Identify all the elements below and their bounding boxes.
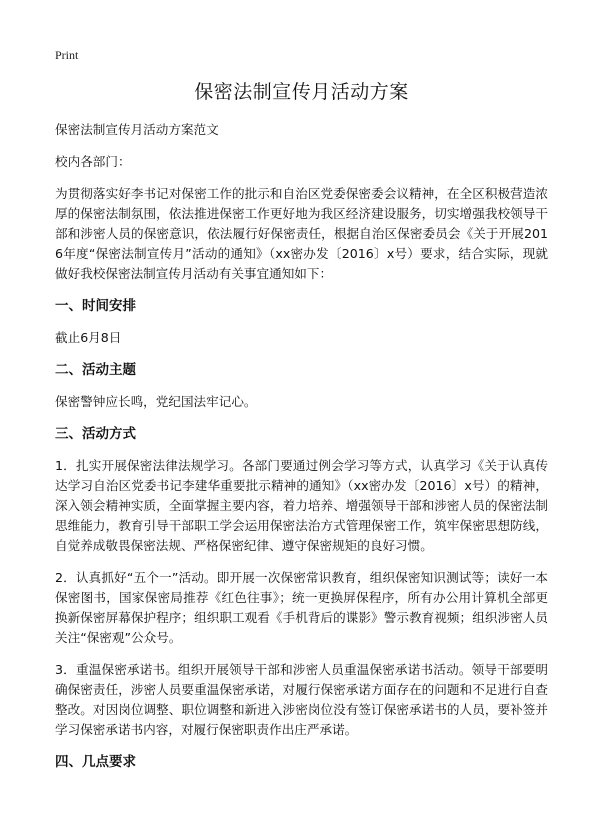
section-heading-methods: 三、活动方式 bbox=[55, 426, 136, 442]
section-text-time: 截止6月8日 bbox=[55, 330, 122, 345]
print-label[interactable]: Print bbox=[55, 48, 79, 62]
intro-paragraph: 为贯彻落实好李书记对保密工作的批示和自治区党委保密委会议精神，在全区积极营造浓厚的保密法制氛围，依法推进保密工作更好地为我区经济建设服务，切实增强我校领导干部和涉密人员的保密意识，依法履行好保密责任，根据自治区保密委员会《关于开展2016年度“保密法制宣传月”活动的通知》（xx密办发〔2016〕x号）要求，结合实际，现就做好我校保密法制宣传月活动有关事宜通知如下： bbox=[55, 186, 548, 281]
section-text-theme: 保密警钟应长鸣，党纪国法牢记心。 bbox=[55, 394, 257, 409]
document-title: 保密法制宣传月活动方案 bbox=[194, 81, 409, 103]
section-heading-time: 一、时间安排 bbox=[55, 298, 136, 314]
method-item-3: 3．重温保密承诺书。组织开展领导干部和涉密人员重温保密承诺书活动。领导干部要明确保密责任，涉密人员要重温保密承诺，对履行保密承诺方面存在的问题和不足进行自查整改。对因岗位调整、职位调整和新进入涉密岗位没有签订保密承诺书的人员，要补签并学习保密承诺书内容，对履行保密职责作出庄严承诺。 bbox=[55, 662, 548, 737]
section-heading-theme: 二、活动主题 bbox=[55, 362, 136, 378]
salutation: 校内各部门： bbox=[55, 154, 131, 169]
method-item-1: 1．扎实开展保密法律法规学习。各部门要通过例会学习等方式，认真学习《关于认真传达学习自治区党委书记李建华重要批示精神的通知》（xx密办发〔2016〕x号）的精神，深入领会精神实质，全面掌握主要内容，着力培养、增强领导干部和涉密人员的保密法制思维能力，教育引导干部职工学会运用保密法治方式管理保密工作，筑牢保密思想防线，自觉养成敬畏保密法规、严格保密纪律、遵守保密规矩的良好习惯。 bbox=[55, 458, 548, 553]
method-item-2: 2．认真抓好“五个一”活动。即开展一次保密常识教育，组织保密知识测试等；读好一本保密图书，国家保密局推荐《红色往事》；统一更换屏保程序，所有办公用计算机全部更换新保密屏幕保护程序；组织职工观看《手机背后的谍影》警示教育视频；组织涉密人员关注“保密观”公众号。 bbox=[55, 570, 548, 645]
document-subtitle: 保密法制宣传月活动方案范文 bbox=[55, 122, 219, 137]
section-heading-requirements: 四、几点要求 bbox=[55, 754, 136, 770]
